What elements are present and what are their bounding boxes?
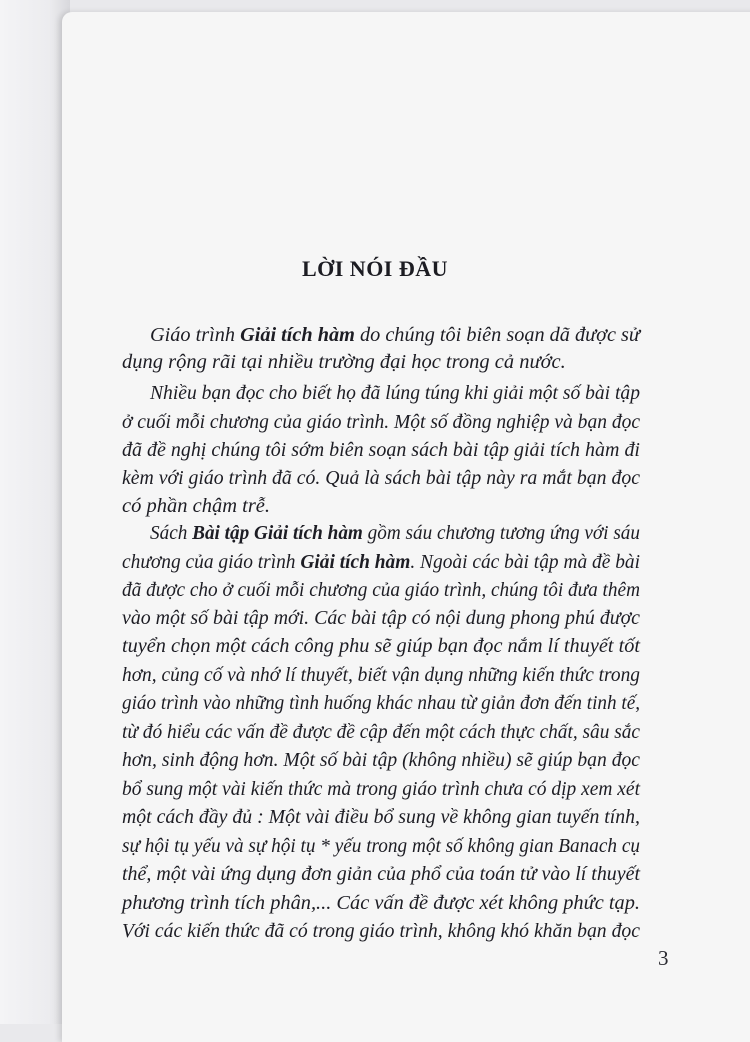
text-run: do chúng tôi biên soạn dã được sử (354, 324, 640, 346)
text-run: vào một số bài tập mới. Các bài tập có nội dung phong phú được (122, 607, 640, 629)
bold-text: Bài tập Giải tích hàm (192, 522, 363, 544)
text-line (150, 521, 640, 545)
text-line (122, 634, 640, 658)
text-line (122, 663, 640, 687)
text-line (122, 466, 640, 490)
text-run: ở cuối mỗi chương của giáo trình. Một số đồng nghiệp và bạn đọc (122, 411, 640, 433)
text-line (122, 720, 640, 744)
text-run: đã được cho ở cuối mỗi chương của giáo trình, chúng tôi đưa thêm (122, 579, 640, 601)
text-line (122, 919, 640, 943)
text-line (122, 438, 640, 462)
text-run: Giáo trình (150, 324, 241, 346)
text-line (122, 550, 640, 574)
bold-text: Giải tích hàm (300, 551, 411, 573)
text-line (122, 891, 640, 915)
text-line (122, 350, 566, 374)
text-line (150, 381, 640, 405)
text-line (122, 691, 640, 715)
text-line (122, 748, 640, 772)
text-run: hơn, củng cố và nhớ lí thuyết, biết vận dụng những kiến thức trong (122, 664, 640, 686)
text-run: Nhiều bạn đọc cho biết họ đã lúng túng khi giải một số bài tập (150, 382, 640, 404)
text-run: dụng rộng rãi tại nhiều trường đại học trong cả nước. (122, 351, 566, 373)
text-line (122, 494, 270, 518)
page-number: 3 (658, 946, 669, 970)
page-heading: LỜI NÓI ĐẦU (301, 256, 449, 281)
bold-text: Giải tích hàm (240, 324, 355, 346)
text-run: kèm với giáo trình đã có. Quả là sách bài tập này ra mắt bạn đọc (122, 467, 640, 489)
text-run: giáo trình vào những tình huống khác nhau từ giản đơn đến tinh tế, (122, 692, 640, 714)
text-run: . Ngoài các bài tập mà đề bài (410, 551, 640, 573)
text-line (122, 805, 640, 829)
text-line (122, 834, 640, 858)
text-run: thể, một vài ứng dụng đơn giản của phổ của toán tử vào lí thuyết (122, 863, 640, 885)
text-line (122, 578, 640, 602)
text-run: từ đó hiểu các vấn đề được đề cập đến một cách thực chất, sâu sắc (122, 721, 640, 743)
text-run: có phần chậm trễ. (122, 495, 271, 517)
text-run: đã đề nghị chúng tôi sớm biên soạn sách bài tập giải tích hàm đi (122, 439, 640, 461)
text-run: Với các kiến thức đã có trong giáo trình, không khó khăn bạn đọc (122, 920, 640, 942)
text-line (122, 862, 640, 886)
text-run: tuyển chọn một cách công phu sẽ giúp bạn đọc nắm lí thuyết tốt (122, 635, 640, 657)
text-line (122, 777, 640, 801)
facing-page-edge (0, 0, 70, 1024)
text-run: một cách đầy đủ : Một vài điều bổ sung về không gian tuyến tính, (122, 806, 640, 828)
text-run: chương của giáo trình (122, 551, 301, 573)
text-line (122, 410, 640, 434)
text-run: phương trình tích phân,... Các vấn đề được xét không phức tạp. (122, 892, 640, 914)
text-run: gồm sáu chương tương ứng với sáu (362, 522, 640, 544)
text-run: sự hội tụ yếu và sự hội tụ * yếu trong một số không gian Banach cụ (122, 835, 640, 857)
text-line (122, 606, 640, 630)
text-run: Sách (150, 522, 193, 544)
text-run: bổ sung một vài kiến thức mà trong giáo trình chưa có dịp xem xét (122, 778, 640, 800)
text-line (150, 323, 640, 347)
text-run: hơn, sinh động hơn. Một số bài tập (không nhiều) sẽ giúp bạn đọc (122, 749, 640, 771)
